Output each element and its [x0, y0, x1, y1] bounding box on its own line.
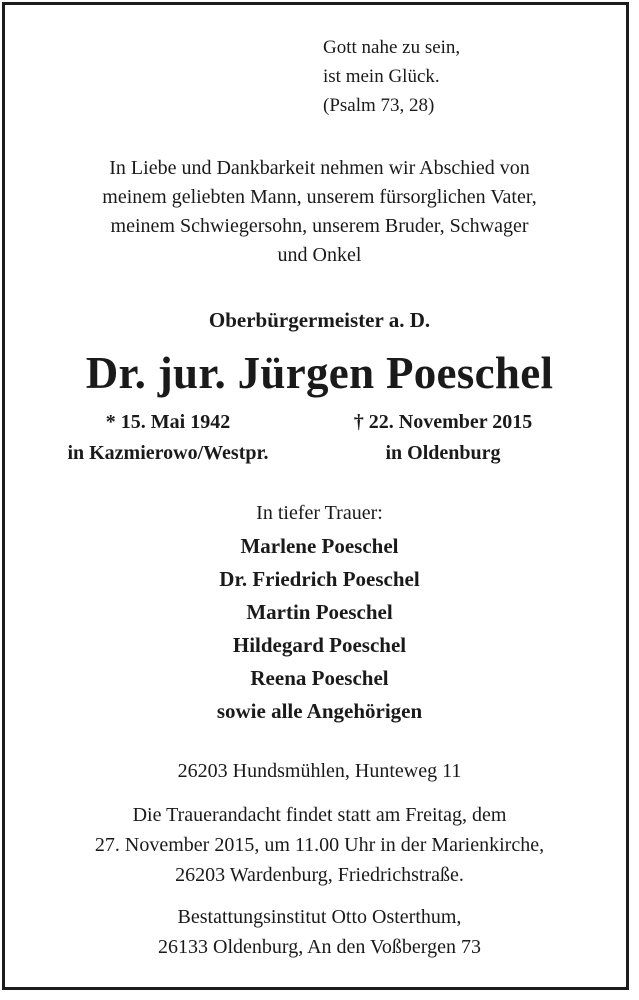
- intro-line: In Liebe und Dankbarkeit nehmen wir Abschied von: [109, 157, 530, 179]
- death-place: in Oldenburg: [385, 442, 501, 464]
- epigraph: [323, 33, 460, 120]
- undertaker-info: [0, 902, 639, 962]
- death-date: † 22. November 2015: [353, 411, 533, 433]
- birth-place: in Kazmierowo/Westpr.: [67, 442, 269, 464]
- epigraph-line: ist mein Glück.: [323, 66, 440, 87]
- mourner-name: Dr. Friedrich Poeschel: [219, 567, 420, 591]
- undertaker-line: Bestattungsinstitut Otto Osterthum,: [177, 906, 462, 928]
- intro-line: meinem Schwiegersohn, unserem Bruder, Schwager: [110, 215, 529, 237]
- family-address: 26203 Hundsmühlen, Hunteweg 11: [177, 760, 462, 782]
- undertaker-line: 26133 Oldenburg, An den Voßbergen 73: [158, 936, 481, 958]
- death-info: [318, 407, 568, 469]
- service-line: 26203 Wardenburg, Friedrichstraße.: [175, 864, 464, 886]
- epigraph-line: Gott nahe zu sein,: [323, 37, 461, 58]
- service-line: Die Trauerandacht findet statt am Freitag, dem: [132, 804, 507, 826]
- birth-date: * 15. Mai 1942: [105, 411, 231, 433]
- mourner-name: sowie alle Angehörigen: [216, 699, 423, 723]
- service-line: 27. November 2015, um 11.00 Uhr in der Marienkirche,: [94, 834, 545, 856]
- deceased-name: Dr. jur. Jürgen Poeschel: [85, 348, 554, 398]
- service-info: [0, 800, 639, 890]
- mourner-name: Marlene Poeschel: [240, 534, 399, 558]
- mourner-name: Martin Poeschel: [246, 600, 393, 624]
- mourner-name: Reena Poeschel: [250, 666, 389, 690]
- epigraph-source: (Psalm 73, 28): [323, 95, 435, 116]
- mourning-heading: In tiefer Trauer:: [256, 502, 383, 524]
- intro-line: und Onkel: [277, 244, 362, 266]
- intro-text: [0, 154, 639, 270]
- mourners-list: [0, 530, 639, 728]
- deceased-title: Oberbürgermeister a. D.: [208, 308, 431, 332]
- intro-line: meinem geliebten Mann, unserem fürsorglichen Vater,: [102, 186, 537, 208]
- mourner-name: Hildegard Poeschel: [232, 633, 407, 657]
- birth-info: [38, 407, 298, 469]
